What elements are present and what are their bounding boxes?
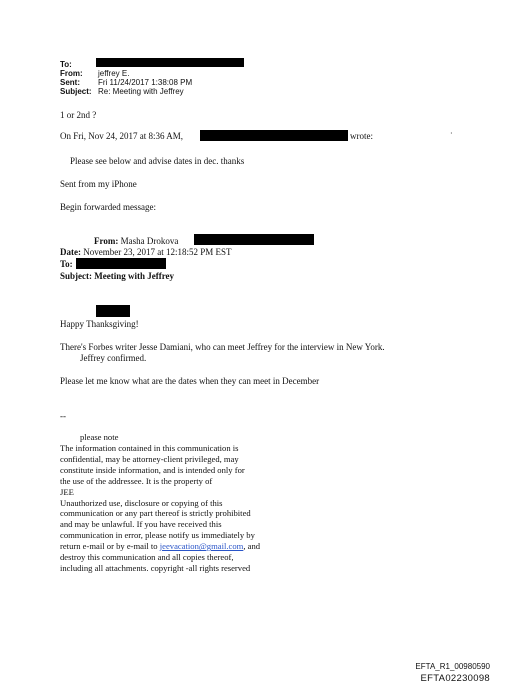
disclaimer-line: constitute inside information, and is intended only for	[60, 464, 245, 475]
greeting: Happy Thanksgiving!	[60, 319, 139, 329]
header-from-row	[60, 69, 129, 78]
fwd-subject-label: Subject:	[60, 271, 92, 281]
fwd-from-value: Masha Drokova	[120, 236, 179, 246]
disclaimer-line: JEE	[60, 486, 74, 497]
subject-label: Subject:	[60, 87, 92, 96]
disclaimer-note: please note	[80, 432, 119, 442]
email-line-prefix: return e-mail or by e-mail to	[60, 541, 158, 552]
disclaimer-line: including all attachments. copyright -all rights reserved	[60, 562, 251, 573]
redaction-bar	[96, 305, 130, 317]
fwd-date-label: Date:	[60, 247, 81, 257]
fwd-to-label: To:	[60, 259, 73, 269]
email-line-suffix: , and	[243, 541, 261, 552]
fwd-from-row	[94, 236, 178, 247]
message-para2: Please let me know what are the dates when they can meet in December	[60, 376, 320, 386]
header-sent-row	[60, 78, 192, 87]
redaction-bar	[200, 130, 348, 141]
disclaimer-email-line	[60, 541, 320, 552]
fwd-to-row	[60, 259, 73, 270]
reply-text: 1 or 2nd ?	[60, 110, 97, 120]
begin-forwarded-line: Begin forwarded message:	[60, 202, 156, 212]
header-subject-row	[60, 87, 184, 96]
disclaimer-line: confidential, may be attorney-client privileged, may	[60, 453, 239, 464]
sent-value: Fri 11/24/2017 1:38:08 PM	[98, 78, 193, 87]
disclaimer-line: communication in error, please notify us immediately by	[60, 530, 255, 541]
quote-intro-prefix: On Fri, Nov 24, 2017 at 8:36 AM,	[60, 131, 184, 141]
sent-label: Sent:	[60, 78, 80, 87]
disclaimer-line: Unauthorized use, disclosure or copying of this	[60, 497, 223, 508]
sent-from-line: Sent from my iPhone	[60, 179, 137, 189]
disclaimer-line: and may be unlawful. If you have received this	[60, 519, 222, 530]
fwd-subject-value: Meeting with Jeffrey	[94, 271, 175, 281]
subject-value: Re: Meeting with Jeffrey	[98, 87, 184, 96]
email-link[interactable]: jeevacation@gmail.com	[159, 541, 244, 552]
quote-intro-suffix: wrote:	[350, 131, 373, 141]
fwd-subject-row	[60, 271, 174, 282]
to-label: To:	[60, 60, 72, 69]
fwd-from-label: From:	[94, 236, 119, 246]
from-value: jeffrey E.	[98, 69, 130, 78]
disclaimer-block	[60, 443, 320, 574]
footer-id-2: EFTA02230098	[420, 673, 490, 684]
header-to-row	[60, 60, 98, 69]
redaction-bar	[194, 234, 314, 245]
disclaimer-line: the use of the addressee. It is the property of	[60, 475, 213, 486]
fwd-date-value: November 23, 2017 at 12:18:52 PM EST	[83, 247, 232, 257]
disclaimer-line: communication or any part thereof is strictly prohibited	[60, 508, 251, 519]
footer-id-1: EFTA_R1_00980590	[415, 662, 490, 671]
fwd-date-row	[60, 247, 232, 258]
redaction-bar	[76, 258, 166, 269]
message-para1-line1: There's Forbes writer Jesse Damiani, who can meet Jeffrey for the interview in New York.	[60, 342, 385, 352]
stray-dot: ·	[450, 129, 453, 138]
quoted-line: Please see below and advise dates in dec. thanks	[70, 156, 245, 166]
message-para1-line2: Jeffrey confirmed.	[80, 353, 147, 363]
disclaimer-line: The information contained in this communication is	[60, 443, 239, 453]
disclaimer-line: destroy this communication and all copies thereof,	[60, 552, 234, 563]
signature-dashes: --	[60, 411, 66, 421]
redaction-bar	[96, 58, 244, 67]
from-label: From:	[60, 69, 83, 78]
